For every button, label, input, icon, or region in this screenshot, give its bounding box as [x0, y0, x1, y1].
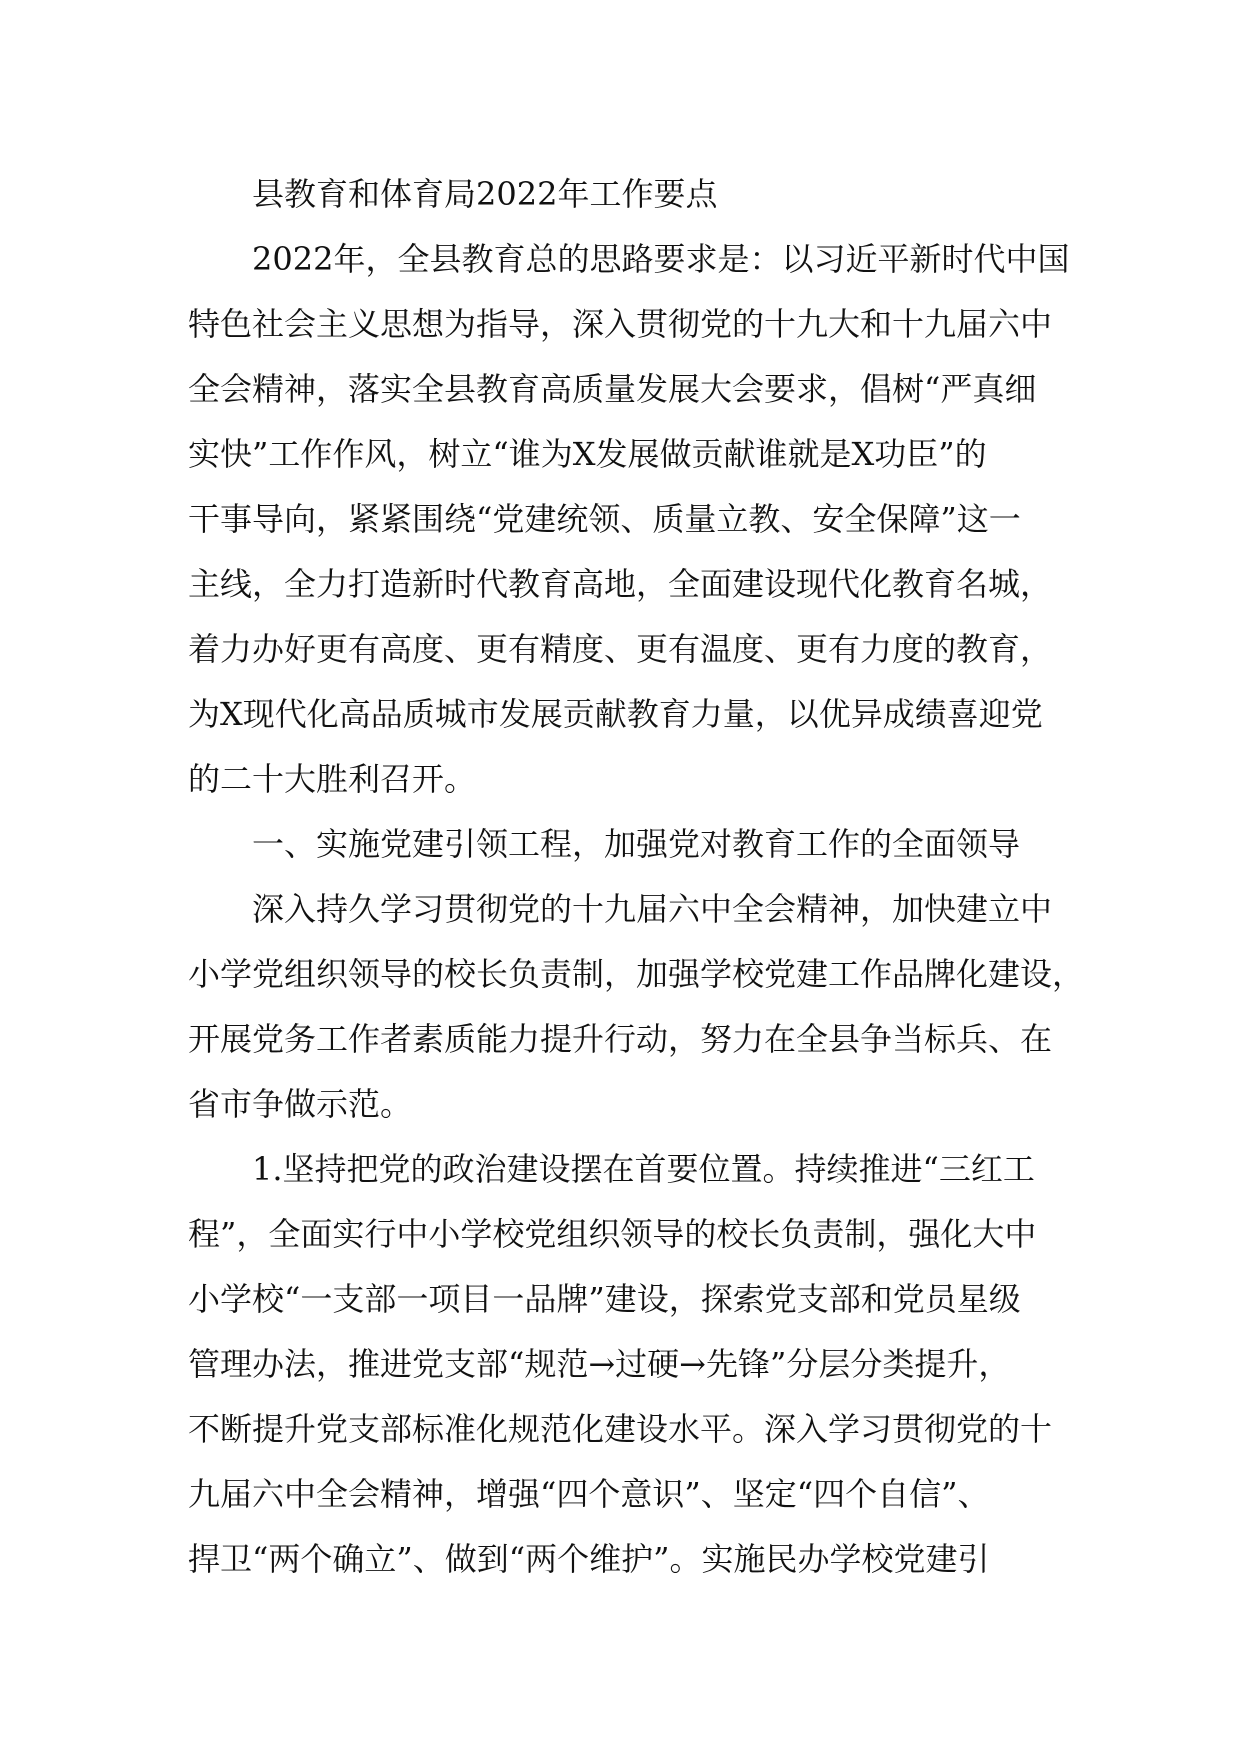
paragraph-line: 开展党务工作者素质能力提升行动，努力在全县争当标兵、在 [188, 1020, 1053, 1058]
document-title: 县教育和体育局2022年工作要点 [252, 175, 718, 213]
paragraph-line: 管理办法，推进党支部“规范→过硬→先锋”分层分类提升， [188, 1345, 1011, 1383]
paragraph-line: 着力办好更有高度、更有精度、更有温度、更有力度的教育， [188, 630, 1053, 668]
paragraph-line: 九届六中全会精神，增强“四个意识”、坚定“四个自信”、 [188, 1475, 990, 1513]
paragraph-line: 捍卫“两个确立”、做到“两个维护”。实施民办学校党建引 [188, 1540, 990, 1578]
paragraph-line: 1.坚持把党的政治建设摆在首要位置。持续推进“三红工 [252, 1150, 1035, 1188]
paragraph-line: 主线，全力打造新时代教育高地，全面建设现代化教育名城， [188, 565, 1053, 603]
paragraph-line: 2022年，全县教育总的思路要求是：以习近平新时代中国 [252, 240, 1070, 278]
paragraph-line: 省市争做示范。 [188, 1085, 413, 1123]
paragraph-line: 程”，全面实行中小学校党组织领导的校长负责制，强化大中 [188, 1215, 1037, 1253]
paragraph-line: 特色社会主义思想为指导，深入贯彻党的十九大和十九届六中 [188, 305, 1053, 343]
paragraph-line: 干事导向，紧紧围绕“党建统领、质量立教、安全保障”这一 [188, 500, 1021, 538]
paragraph-line: 小学党组织领导的校长负责制，加强学校党建工作品牌化建设， [188, 955, 1085, 993]
paragraph-line: 不断提升党支部标准化规范化建设水平。深入学习贯彻党的十 [188, 1410, 1053, 1448]
paragraph-line: 小学校“一支部一项目一品牌”建设，探索党支部和党员星级 [188, 1280, 1021, 1318]
paragraph-line: 实快”工作作风，树立“谁为X发展做贡献谁就是X功臣”的 [188, 435, 987, 473]
paragraph-line: 深入持久学习贯彻党的十九届六中全会精神，加快建立中 [252, 890, 1053, 928]
section-heading: 一、实施党建引领工程，加强党对教育工作的全面领导 [252, 825, 1021, 863]
document-body [188, 162, 1085, 1592]
paragraph-line: 为X现代化高品质城市发展贡献教育力量，以优异成绩喜迎党 [188, 695, 1043, 733]
paragraph-line: 全会精神，落实全县教育高质量发展大会要求，倡树“严真细 [188, 370, 1037, 408]
paragraph-line: 的二十大胜利召开。 [188, 760, 477, 798]
